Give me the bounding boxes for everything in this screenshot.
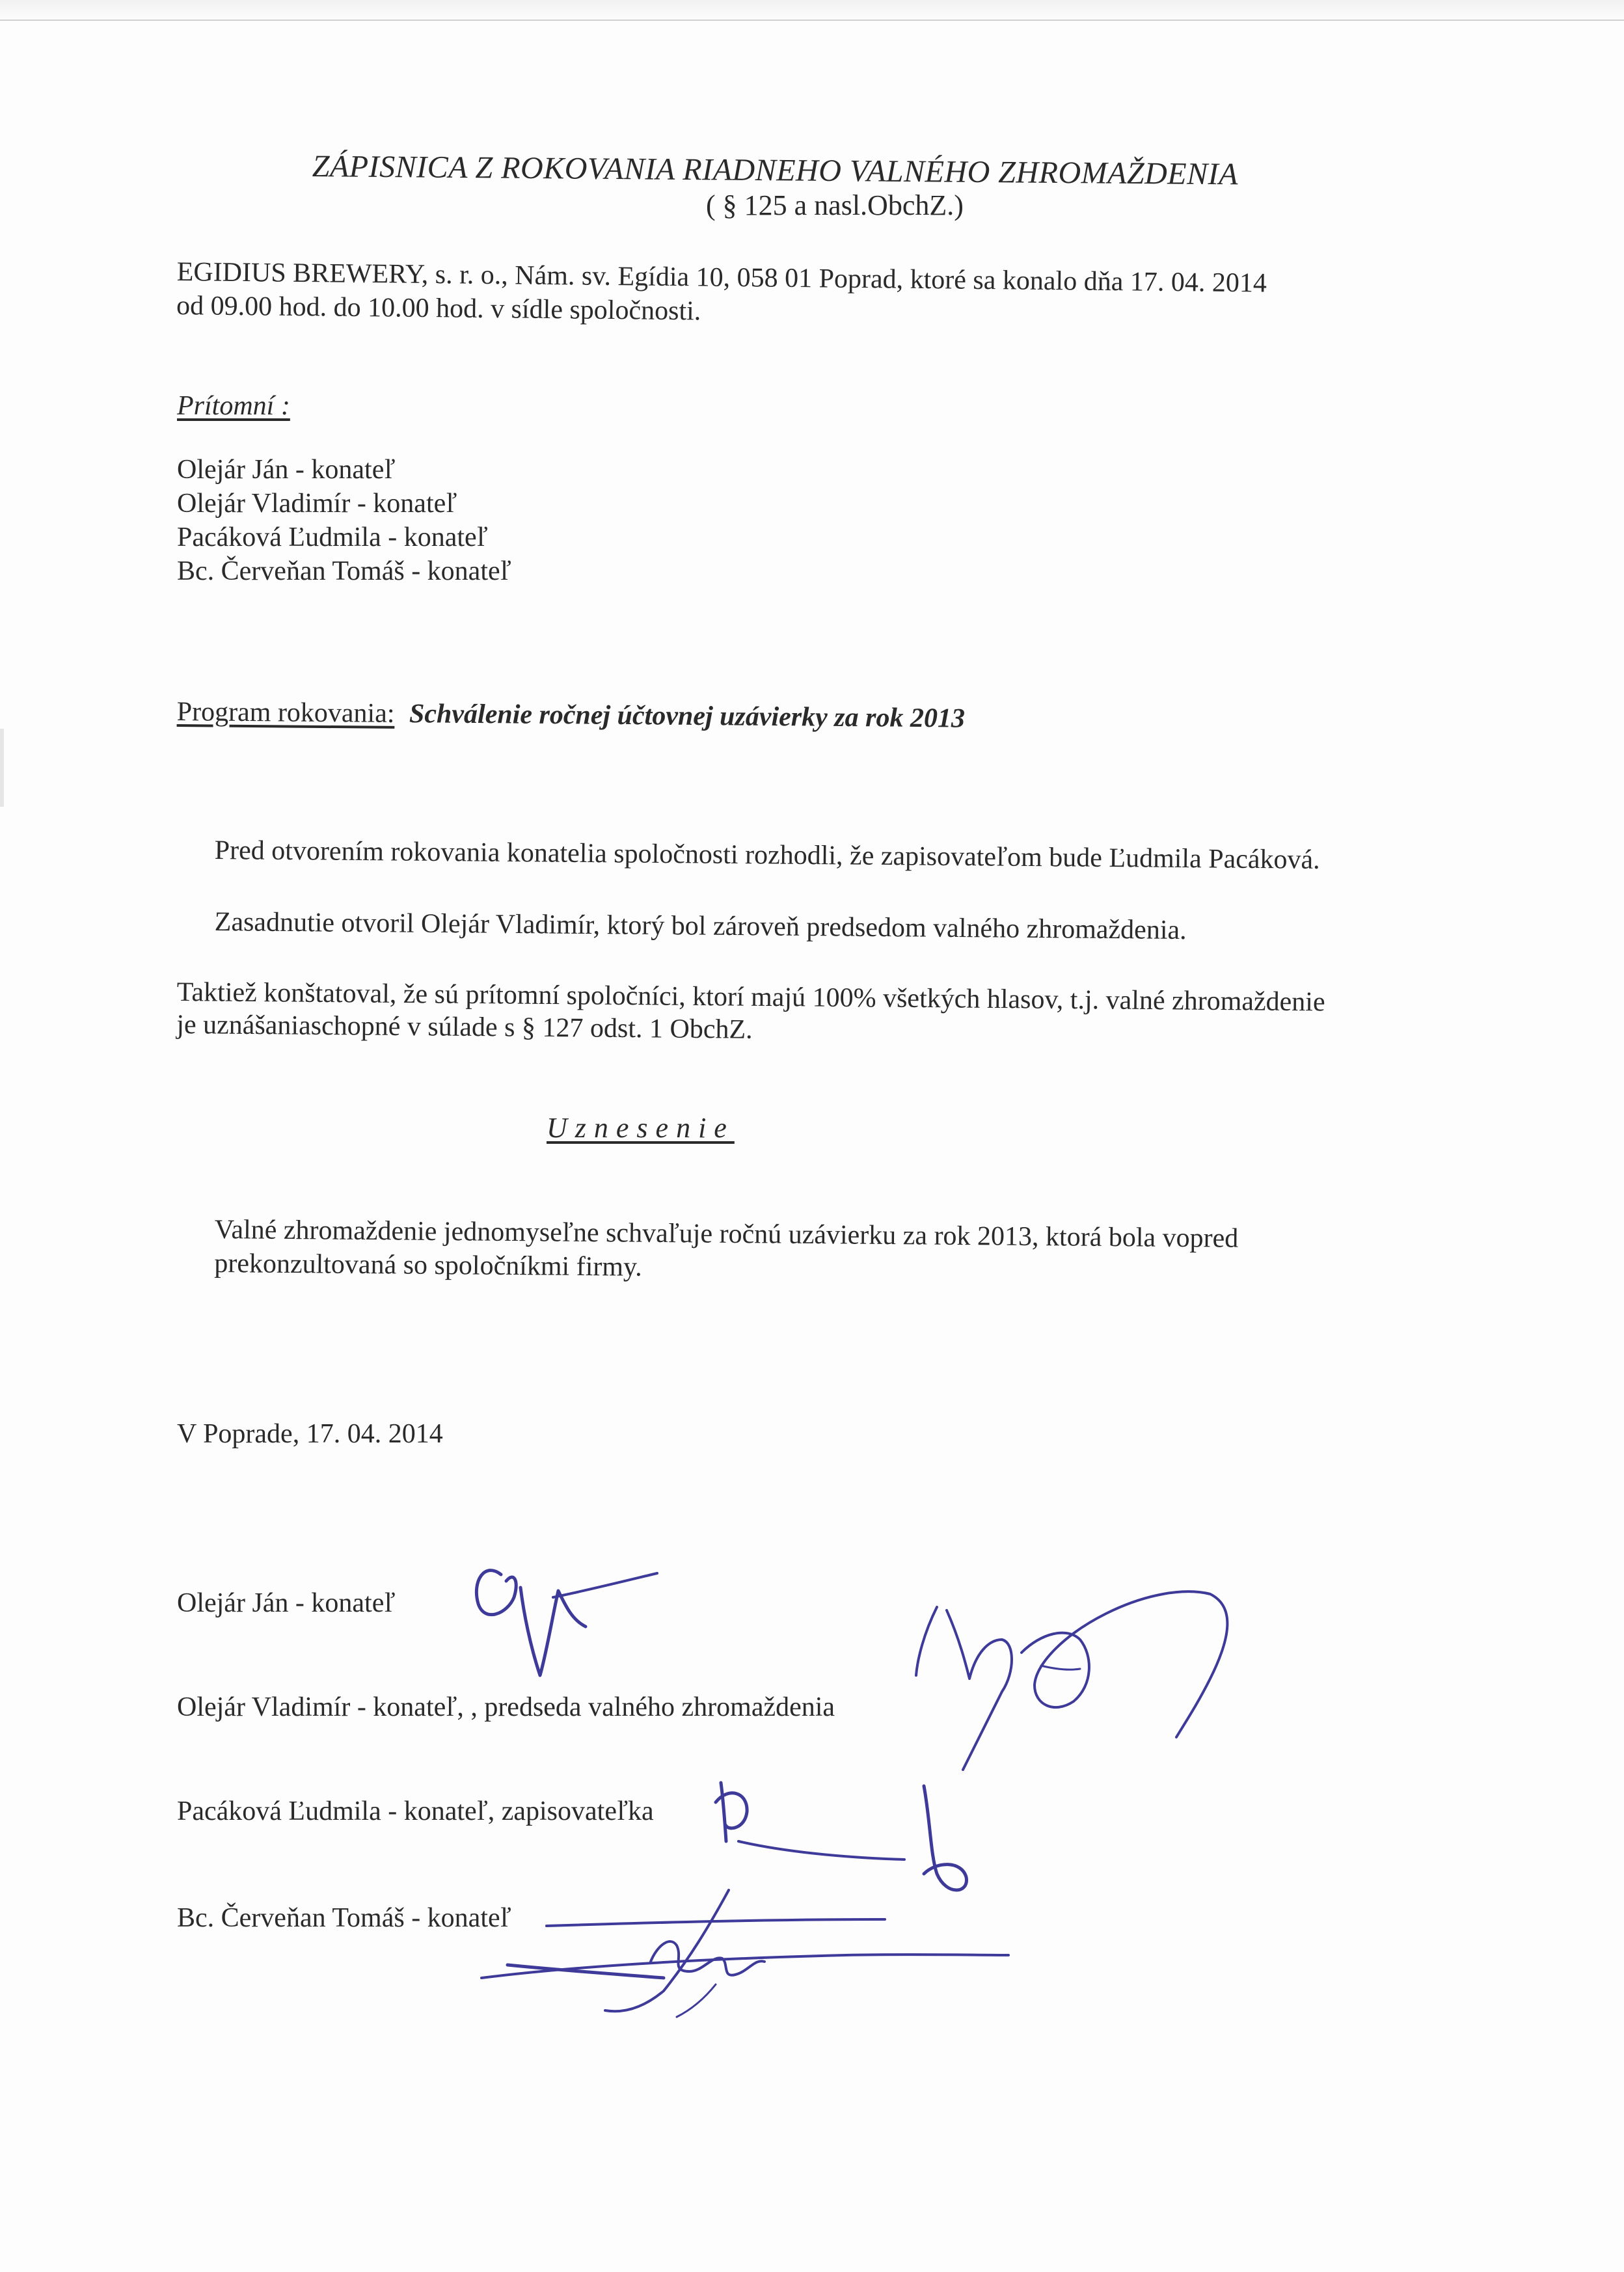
scan-edge-mark: [0, 729, 4, 807]
scan-top-edge: [0, 0, 1624, 21]
place-and-date: V Poprade, 17. 04. 2014: [177, 1419, 443, 1449]
paragraph-recorder: Pred otvorením rokovania konatelia spoločnosti rozhodli, že zapisovateľom bude Ľudmila Pacáková.: [214, 835, 1320, 875]
signature-label-olejar-vladimir: Olejár Vladimír - konateľ, , predseda valného zhromaždenia: [177, 1692, 835, 1722]
intro-line-2: od 09.00 hod. do 10.00 hod. v sídle spoločnosti.: [176, 290, 701, 327]
present-list: [177, 453, 511, 588]
paragraph-opening: Zasadnutie otvoril Olejár Vladimír, ktorý bol zároveň predsedom valného zhromaždenia.: [214, 906, 1187, 946]
signature-label-olejar-jan: Olejár Ján - konateľ: [177, 1588, 396, 1618]
resolution-text: [214, 1213, 1238, 1290]
program-label: Program rokovania:: [176, 697, 395, 729]
document-title: ZÁPISNICA Z ROKOVANIA RIADNEHO VALNÉHO ZHROMAŽDENIA: [312, 148, 1239, 192]
program-value: Schválenie ročnej účtovnej uzávierky za rok 2013: [409, 699, 966, 734]
present-heading: Prítomní :: [177, 391, 290, 421]
present-member: Bc. Červeňan Tomáš - konateľ: [177, 556, 511, 586]
signature-label-pacakova: Pacáková Ľudmila - konateľ, zapisovateľka: [177, 1796, 654, 1826]
paragraph-quorum-line-1: Taktiež konštatoval, že sú prítomní spoločníci, ktorí majú 100% všetkých hlasov, t.j. valné zhromaždenie: [176, 977, 1325, 1018]
document-subtitle: ( § 125 a nasl.ObchZ.): [706, 189, 964, 221]
signature-olejar-vladimir: [916, 1591, 1227, 1770]
signature-pacakova: [716, 1783, 966, 1890]
paragraph-quorum-line-2: je uznášaniaschopné v súlade s § 127 odst. 1 ObchZ.: [176, 1009, 753, 1045]
resolution-line-1: Valné zhromaždenie jednomyseľne schvaľuje ročnú uzávierku za rok 2013, ktorá bola vopred: [214, 1214, 1239, 1254]
resolution-line-2: prekonzultovaná so spoločníkmi firmy.: [214, 1248, 642, 1282]
paragraph-quorum: [176, 976, 1325, 1051]
signature-olejar-jan: [476, 1571, 657, 1675]
present-member: Olejár Ján - konateľ: [177, 455, 396, 485]
present-member: Pacáková Ľudmila - konateľ: [177, 522, 488, 552]
program-section: [177, 696, 966, 735]
resolution-heading: Uznesenie: [547, 1112, 735, 1144]
present-member: Olejár Vladimír - konateľ: [177, 489, 457, 519]
intro-paragraph: [176, 255, 1387, 335]
signature-cervenan: [481, 1890, 1008, 2017]
intro-line-1: EGIDIUS BREWERY, s. r. o., Nám. sv. Egídia 10, 058 01 Poprad, ktoré sa konalo dňa 17. 04. 2014: [176, 256, 1267, 299]
signature-label-cervenan: Bc. Červeňan Tomáš - konateľ: [177, 1903, 511, 1933]
